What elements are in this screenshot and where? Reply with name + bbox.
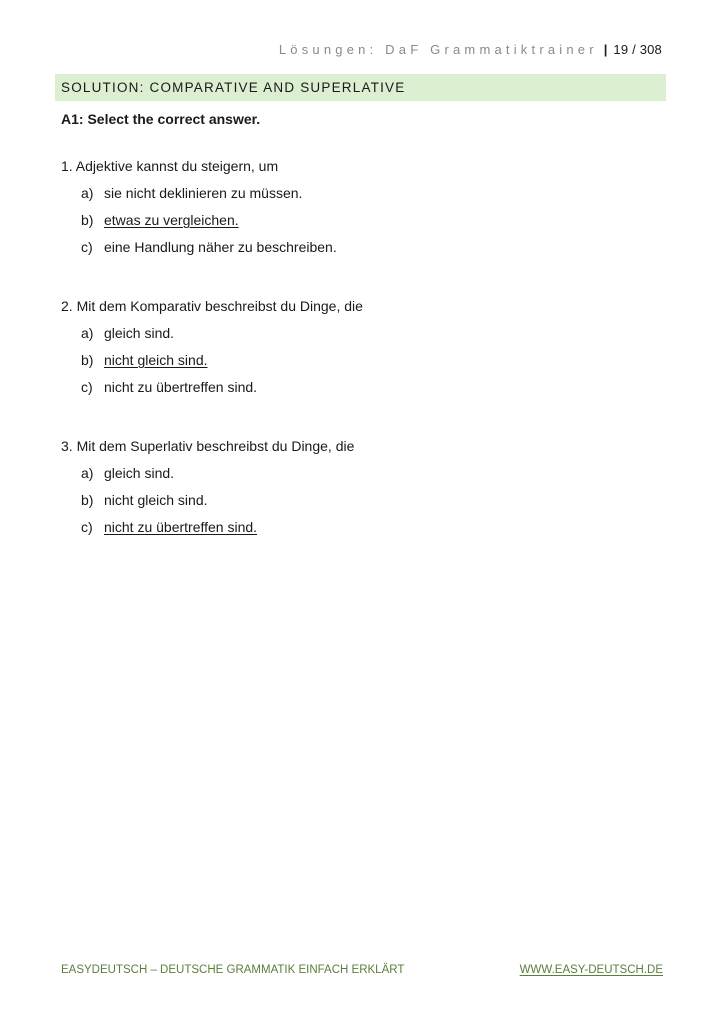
option-letter: c) (81, 239, 93, 255)
answer-option (61, 320, 661, 347)
exercise-content (61, 107, 661, 541)
answer-option (61, 460, 661, 487)
footer-website-link[interactable]: WWW.EASY-DEUTSCH.DE (519, 964, 663, 976)
question-text: 3. Mit dem Superlativ beschreibst du Dinge, die (61, 438, 355, 454)
answer-option (61, 374, 661, 401)
page-footer (61, 964, 663, 976)
answer-option-correct (61, 207, 661, 234)
page-number: 19 / 308 (613, 42, 662, 57)
option-letter: a) (81, 185, 94, 201)
option-text: gleich sind. (104, 325, 175, 341)
question-text: 1. Adjektive kannst du steigern, um (61, 158, 279, 174)
question-2 (61, 293, 661, 401)
option-text: eine Handlung näher zu beschreiben. (104, 239, 337, 255)
page-header (279, 42, 662, 57)
option-letter: a) (81, 465, 94, 481)
option-letter: c) (81, 379, 93, 395)
option-letter: b) (81, 492, 94, 508)
option-text: nicht gleich sind. (104, 492, 208, 508)
option-text-correct: etwas zu vergleichen. (104, 212, 239, 228)
task-title: A1: Select the correct answer. (61, 111, 261, 127)
footer-publisher: EASYDEUTSCH – DEUTSCHE GRAMMATIK EINFACH ERKLÄRT (61, 964, 405, 976)
option-text: sie nicht deklinieren zu müssen. (104, 185, 303, 201)
option-text-correct: nicht gleich sind. (104, 352, 208, 368)
answer-option (61, 487, 661, 514)
option-text: gleich sind. (104, 465, 175, 481)
section-banner (55, 74, 666, 101)
option-letter: c) (81, 519, 93, 535)
header-separator: | (603, 42, 608, 57)
answer-option-correct (61, 347, 661, 374)
option-text: nicht zu übertreffen sind. (104, 379, 258, 395)
answer-option-correct (61, 514, 661, 541)
question-3 (61, 433, 661, 541)
option-letter: a) (81, 325, 94, 341)
answer-option (61, 180, 661, 207)
option-text-correct: nicht zu übertreffen sind. (104, 519, 258, 535)
answer-option (61, 234, 661, 261)
option-letter: b) (81, 212, 94, 228)
section-title: SOLUTION: COMPARATIVE AND SUPERLATIVE (61, 80, 406, 95)
question-1 (61, 153, 661, 261)
question-text: 2. Mit dem Komparativ beschreibst du Dinge, die (61, 298, 363, 314)
document-title: Lösungen: DaF Grammatiktrainer (278, 42, 598, 57)
option-letter: b) (81, 352, 94, 368)
